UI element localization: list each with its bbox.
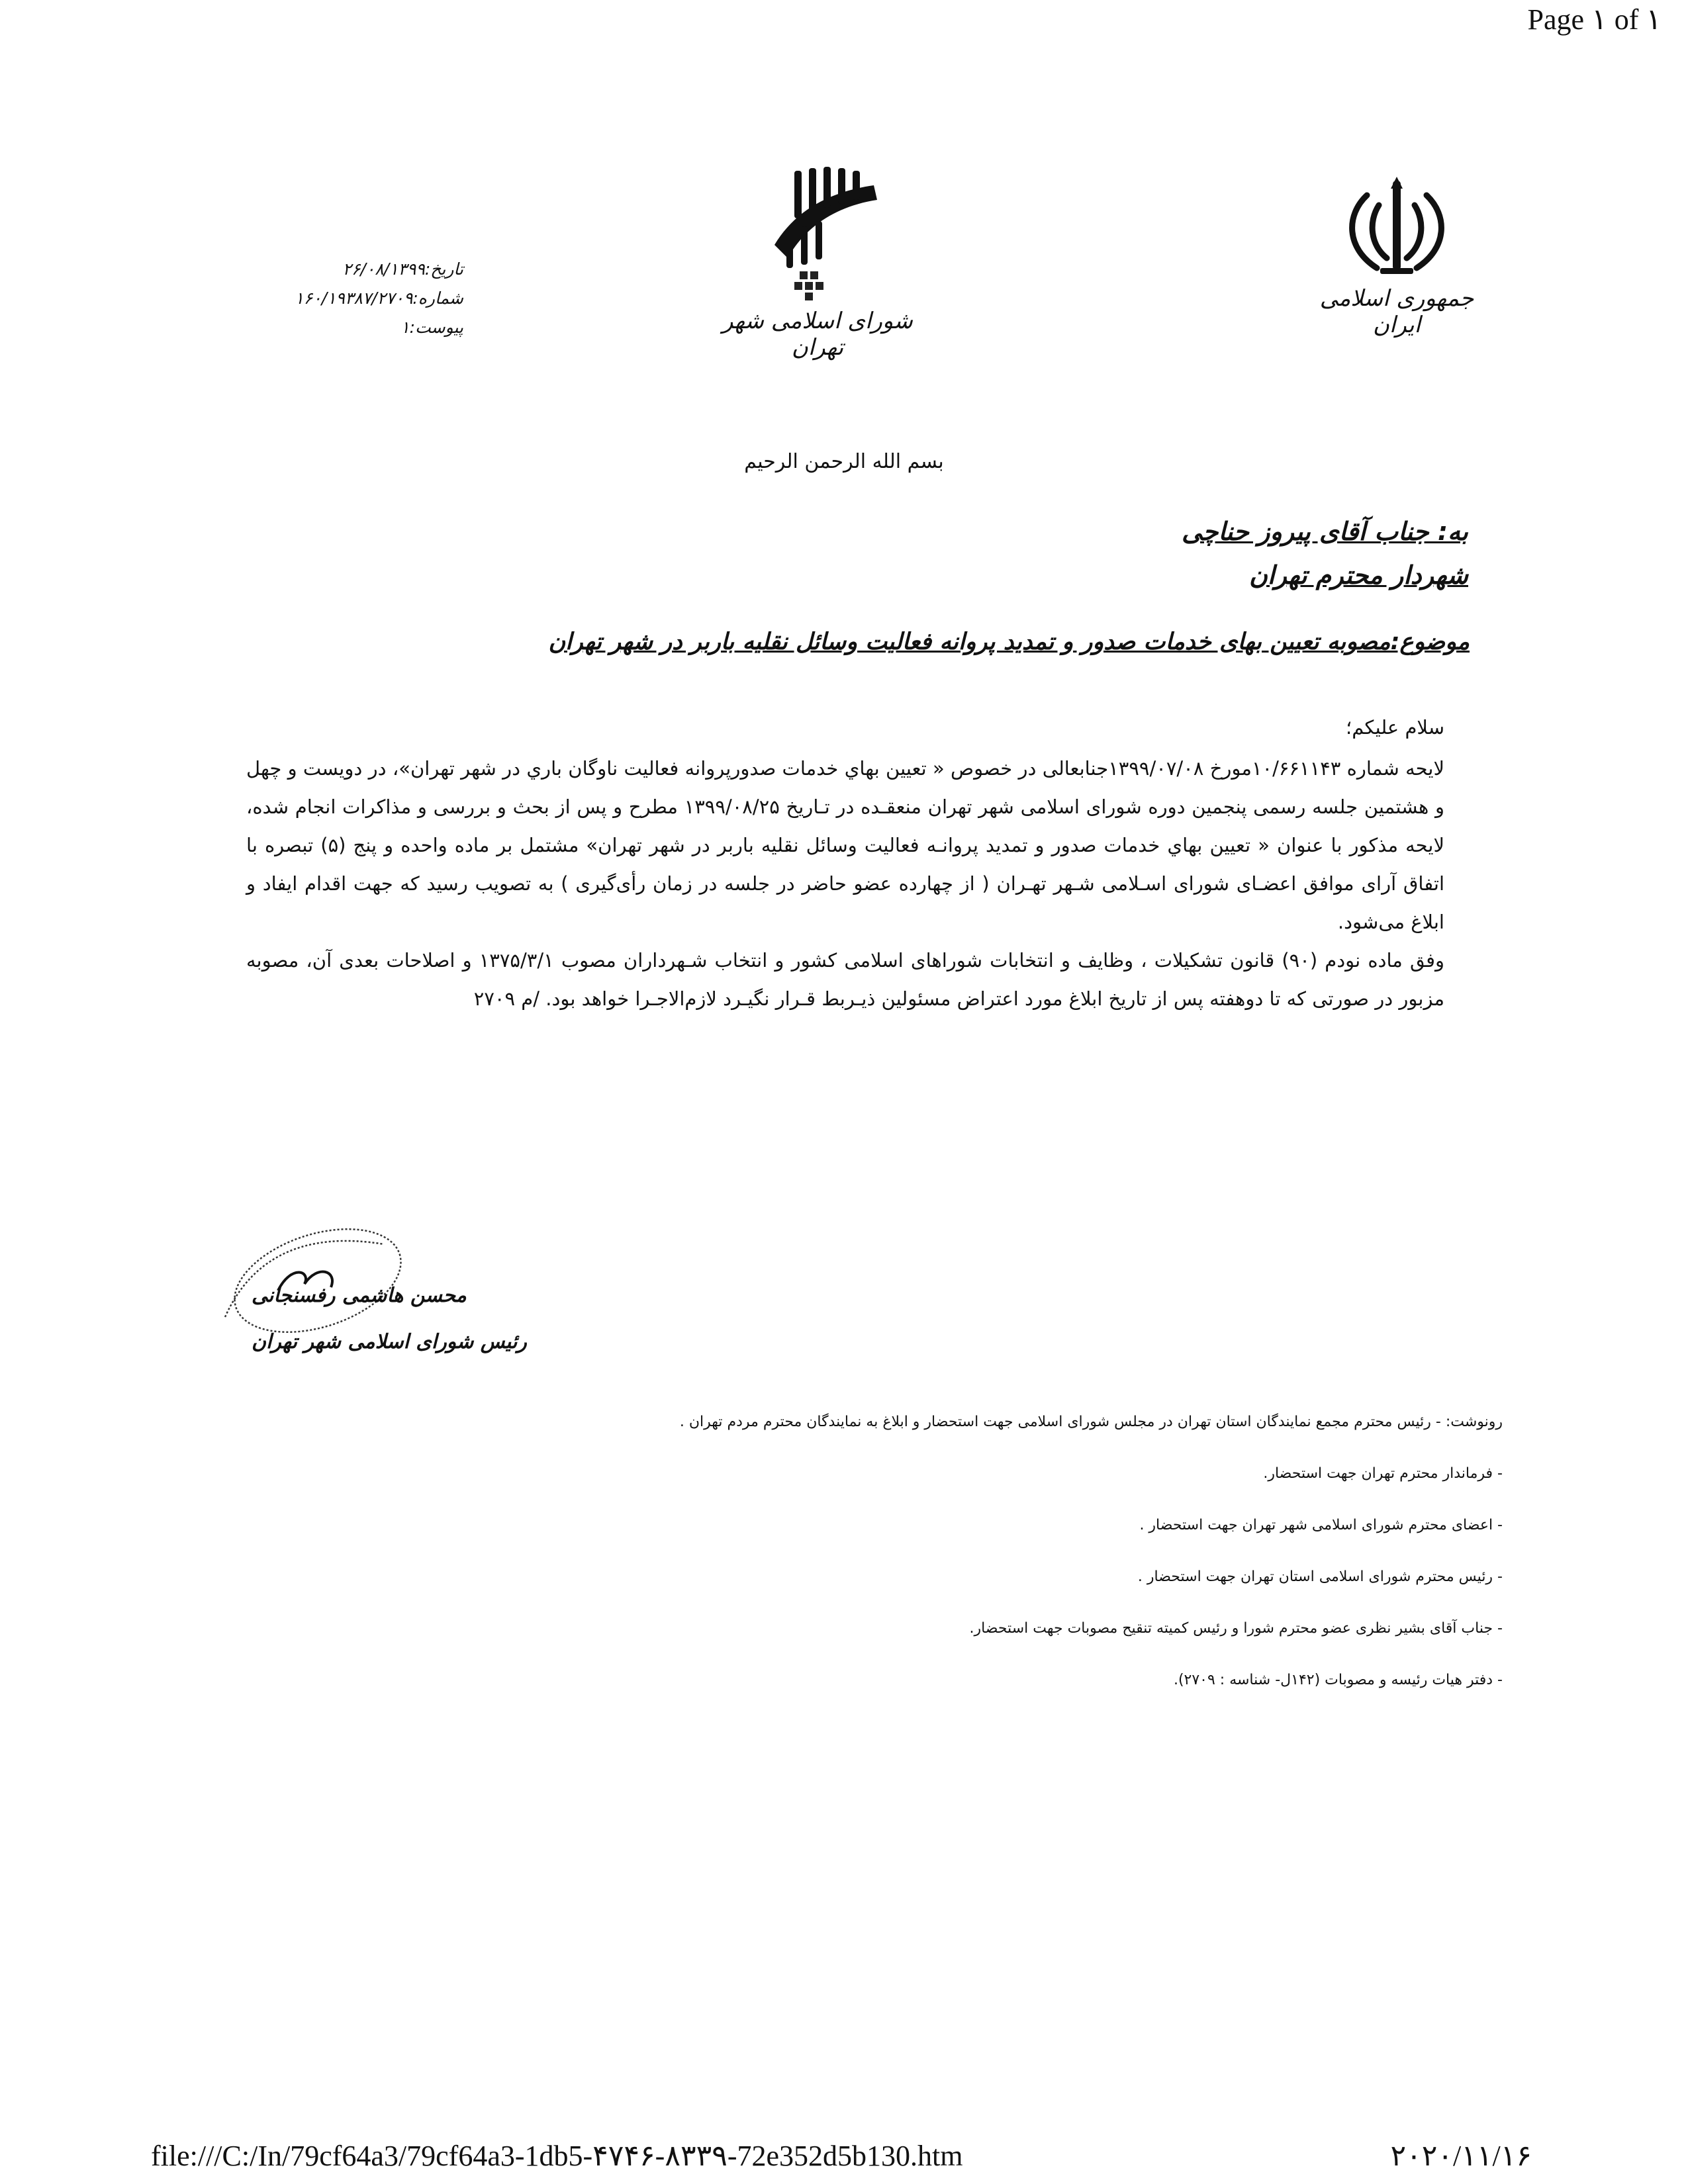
cc-item: - رئیس محترم شورای اسلامی استان تهران جهت استحضار .: [1137, 1569, 1503, 1585]
greeting: سلام علیکم؛: [1346, 716, 1444, 739]
letter-meta: [252, 255, 463, 342]
signatory-title: رئیس شورای اسلامی شهر تهران: [252, 1330, 527, 1353]
cc-item: - اعضای محترم شورای اسلامی شهر تهران جهت استحضار .: [1139, 1517, 1503, 1533]
cc-item: - دفتر هیات رئیسه و مصوبات (۱۴۲ل- شناسه : ۲۷۰۹).: [1173, 1672, 1503, 1688]
letter-subject: موضوع:مصوبه تعیین بهای خدمات صدور و تمدید پروانه فعالیت وسائل نقلیه باربر در شهر تهران: [548, 629, 1470, 655]
tehran-council-emblem: [718, 165, 917, 390]
iran-emblem: [1317, 169, 1476, 338]
letter-body: [246, 708, 1444, 1018]
cc-item: - فرماندار محترم تهران جهت استحضار.: [1263, 1465, 1503, 1482]
council-emblem-caption: شورای اسلامی شهر تهران: [722, 308, 913, 361]
iran-emblem-icon: [1340, 169, 1453, 281]
page-number: Page ١ of ١: [1527, 3, 1662, 36]
addressee-title: شهردار محترم تهران: [1249, 561, 1468, 590]
addressee-block: [541, 510, 1468, 597]
addressee-name: به: جناب آقای پیروز حناچی: [1182, 517, 1468, 546]
letter-date: تاریخ:۲۶/۰۸/۱۳۹۹: [342, 259, 463, 279]
cc-item: رونوشت: - رئیس محترم مجمع نمایندگان استان تهران در مجلس شورای اسلامی جهت استحضار و ابلاغ به نمایندگان محترم مردم تهران .: [679, 1414, 1503, 1430]
body-paragraph-1: لایحه شماره ۱۰/۶۶۱۱۴۳مورخ ۱۳۹۹/۰۷/۰۸جنابعالی در خصوص « تعیین بهاي خدمات صدورپروانه فعالیت ناوگان باري در شهر تهران»، در دویست و چهل و هشتمین جلسه رسمی پنجمین دوره شورای اسلامی شهر تهران منعقـده در تـاریخ ۱۳۹۹/۰۸/۲۵ مطرح و پس از بحث و بررسی و مذاکرات انجام شده، لایحه مذکور با عنوان « تعیین بهاي خدمات صدور و تمدید پروانـه فعالیت وسائل نقلیه باربر در شهر تهران» مشتمل بر ماده واحده و پنج (۵) تبصره با اتفاق آرای موافق اعضـای شورای اسـلامی شـهر تهـران ( از چهارده عضو حاضر در جلسه در زمان رأی‌گیری ) به تصویب رسید که جهت اقدام ایفاد و ابلاغ می‌شود.: [246, 757, 1444, 933]
footer-print-date: ۲۰۲۰/۱۱/۱۶: [1390, 2140, 1532, 2172]
cc-item: - جناب آقای بشیر نظری عضو محترم شورا و رئیس کمیته تنقیح مصوبات جهت استحضار.: [969, 1620, 1503, 1637]
letter-attachment: پیوست:۱: [400, 318, 463, 337]
body-paragraph-2: وفق ماده نودم (۹۰) قانون تشکیلات ، وظایف و انتخابات شوراهای اسلامی کشور و انتخاب شـهرداران مصوب ۱۳۷۵/۳/۱ و اصلاحات بعدی آن، مصوبه مزبور در صورتی که تا دوهفته پس از تاریخ ابلاغ مورد اعتراض مسئولین ذیـربط قـرار نگیـرد لازم‌الاجـرا خواهد بود. /م ۲۷۰۹: [246, 949, 1444, 1010]
iran-emblem-caption: جمهوری اسلامی ایران: [1319, 285, 1474, 338]
signature-block: [212, 1218, 556, 1383]
council-logo-icon: [748, 165, 887, 308]
footer-file-path: file:///C:/In/79cf64a3/79cf64a3-1db5-۴۷۴۶-۸۳۳۹-72e352d5b130.htm: [151, 2140, 963, 2172]
letter-number: شماره:۱۶۰/۱۹۳۸۷/۲۷۰۹: [295, 289, 463, 308]
basmala: بسم الله الرحمن الرحیم: [744, 450, 944, 473]
cc-list: [245, 1396, 1503, 1706]
signatory-name: محسن هاشمی رفسنجانی: [252, 1284, 467, 1307]
